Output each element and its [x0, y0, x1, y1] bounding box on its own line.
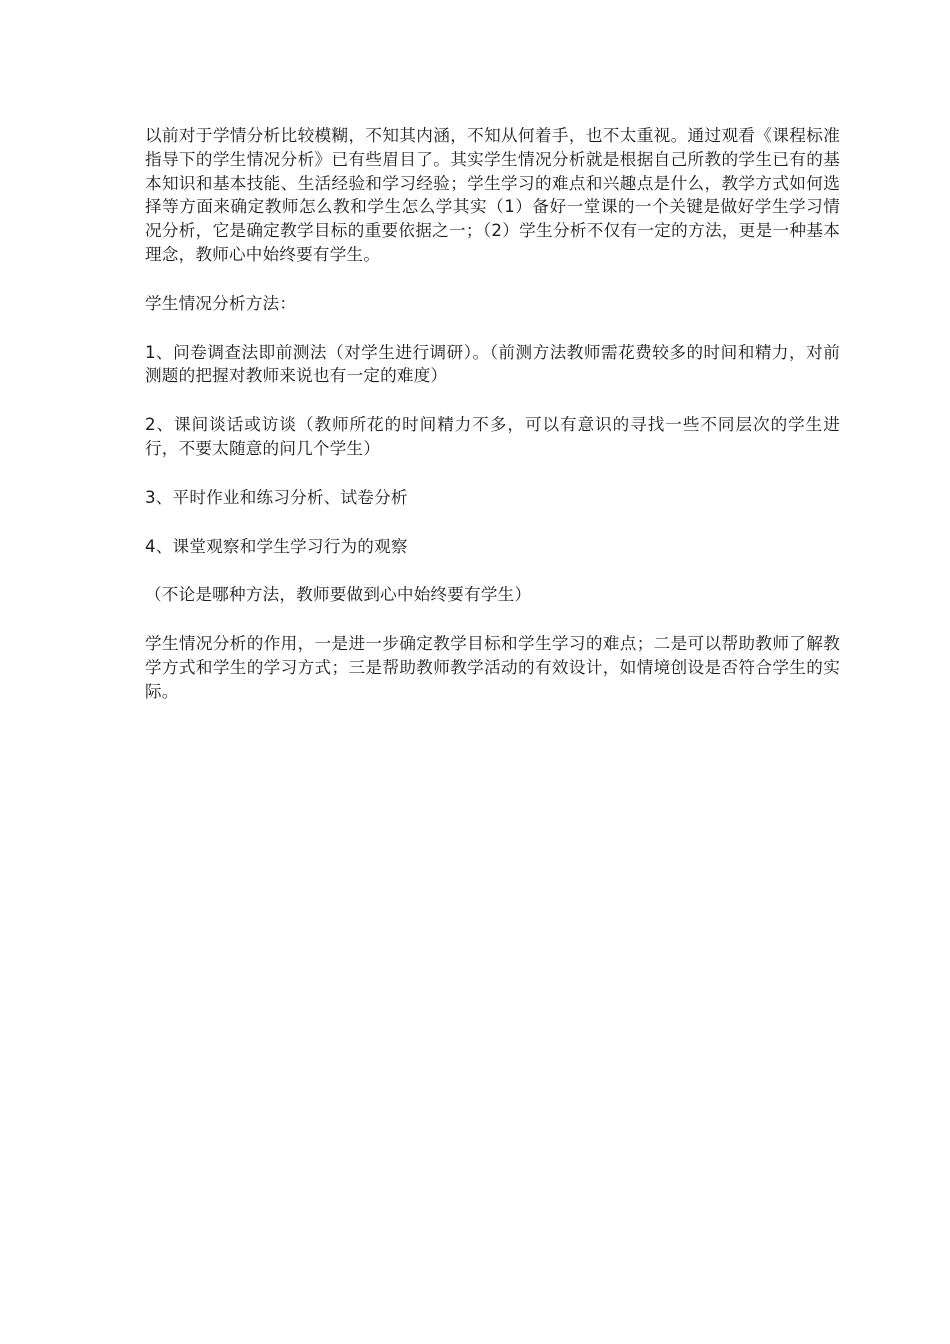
method-item-1: 1、问卷调查法即前测法（对学生进行调研）。（前测方法教师需花费较多的时间和精力，对前测题的把握对教师来说也有一定的难度）: [145, 342, 840, 386]
methods-heading: 学生情况分析方法：: [145, 293, 297, 313]
methods-note: （不论是哪种方法，教师要做到心中始终要有学生）: [145, 585, 532, 605]
document-page: [145, 124, 840, 729]
method-item-2: 2、课间谈话或访谈（教师所花的时间精力不多，可以有意识的寻找一些不同层次的学生进行，不要太随意的问几个学生）: [145, 415, 840, 458]
method-item-4: 4、课堂观察和学生学习行为的观察: [145, 536, 408, 556]
intro-paragraph: 以前对于学情分析比较模糊，不知其内涵，不知从何着手，也不太重视。通过观看《课程标准指导下的学生情况分析》已有些眉目了。其实学生情况分析就是根据自己所教的学生已有的基本知识和基本技能、生活经验和学习经验；学生学习的难点和兴趣点是什么，教学方式如何选择等方面来确定教师怎么教和学生怎么学其实（1）备好一堂课的一个关键是做好学生学习情况分析，它是确定教学目标的重要依据之一；（2）学生分析不仅有一定的方法，更是一种基本理念，教师心中始终要有学生。: [145, 126, 840, 264]
method-item-3: 3、平时作业和练习分析、试卷分析: [145, 487, 408, 507]
purpose-paragraph: 学生情况分析的作用，一是进一步确定教学目标和学生学习的难点；二是可以帮助教师了解教学方式和学生的学习方式；三是帮助教师教学活动的有效设计，如情境创设是否符合学生的实际。: [145, 634, 840, 701]
